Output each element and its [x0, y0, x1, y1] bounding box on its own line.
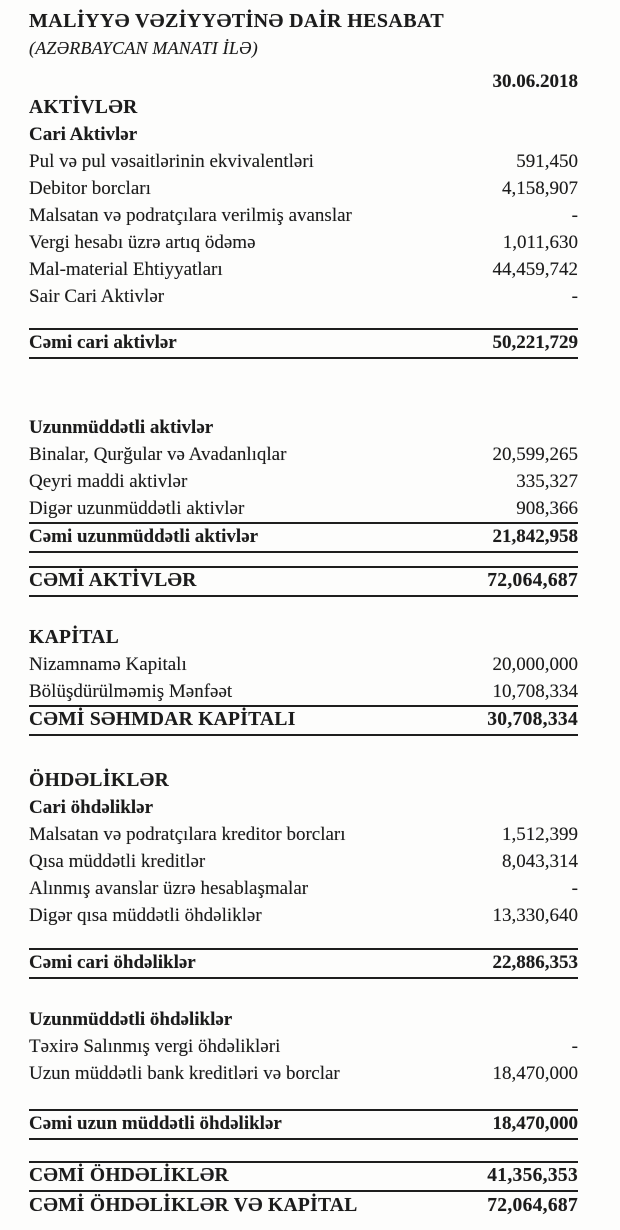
statement-row: [29, 94, 578, 121]
row-label: CƏMİ ÖHDƏLİKLƏR: [29, 1165, 229, 1186]
statement-row: [29, 624, 578, 651]
statement-header: [29, 9, 578, 93]
row-value: 41,356,353: [487, 1165, 578, 1186]
row-value: 18,470,000: [492, 1063, 578, 1084]
row-label: Pul və pul vəsaitlərinin ekvivalentləri: [29, 151, 314, 172]
row-value: 72,064,687: [487, 1195, 578, 1216]
row-label: Cəmi uzun müddətli öhdəliklər: [29, 1113, 282, 1134]
statement-row: [29, 148, 578, 175]
row-label: Malsatan və podratçılara kreditor borcları: [29, 824, 346, 845]
statement-row: [29, 414, 578, 441]
report-title: MALİYYƏ VƏZİYYƏTİNƏ DAİR HESABAT: [29, 10, 445, 32]
row-label: Cari öhdəliklər: [29, 797, 154, 818]
statement-row: [29, 495, 578, 522]
statement-row: [29, 175, 578, 202]
statement-row: [29, 283, 578, 310]
row-value: 8,043,314: [502, 851, 578, 872]
row-label: KAPİTAL: [29, 627, 120, 648]
statement-row: [29, 566, 578, 597]
row-label: Malsatan və podratçılara verilmiş avanslar: [29, 205, 352, 226]
statement-row: [29, 522, 578, 553]
row-label: Uzunmüddətli aktivlər: [29, 417, 214, 438]
row-value: 1,011,630: [502, 232, 578, 253]
row-label: CƏMİ ÖHDƏLİKLƏR VƏ KAPİTAL: [29, 1195, 358, 1216]
row-label: Debitor borcları: [29, 178, 151, 199]
statement-row: [29, 1060, 578, 1087]
row-value: -: [571, 1036, 578, 1057]
row-value: 50,221,729: [492, 332, 578, 353]
row-value: 30,708,334: [487, 709, 578, 730]
row-value: -: [571, 878, 578, 899]
statement-row: [29, 821, 578, 848]
row-label: Digər qısa müddətli öhdəliklər: [29, 905, 262, 926]
statement-table: [29, 94, 578, 1219]
row-label: Qısa müddətli kreditlər: [29, 851, 206, 872]
statement-row: [29, 705, 578, 736]
row-value: 22,886,353: [492, 952, 578, 973]
row-value: 335,327: [516, 471, 578, 492]
row-label: Cəmi cari öhdəliklər: [29, 952, 196, 973]
row-label: CƏMİ SƏHMDAR KAPİTALI: [29, 709, 296, 730]
row-label: CƏMİ AKTİVLƏR: [29, 570, 197, 591]
row-label: Cəmi cari aktivlər: [29, 332, 177, 353]
statement-row: [29, 1033, 578, 1060]
statement-row: [29, 328, 578, 359]
statement-row: [29, 678, 578, 705]
row-value: -: [571, 286, 578, 307]
row-value: -: [571, 205, 578, 226]
row-label: Cəmi uzunmüddətli aktivlər: [29, 526, 259, 547]
row-value: 72,064,687: [487, 570, 578, 591]
row-label: Qeyri maddi aktivlər: [29, 471, 188, 492]
row-label: Uzunmüddətli öhdəliklər: [29, 1009, 233, 1030]
row-value: 591,450: [516, 151, 578, 172]
statement-row: [29, 441, 578, 468]
row-label: ÖHDƏLİKLƏR: [29, 770, 170, 791]
row-label: Binalar, Qurğular və Avadanlıqlar: [29, 444, 287, 465]
statement-row: [29, 468, 578, 495]
row-label: Sair Cari Aktivlər: [29, 286, 165, 307]
row-label: Bölüşdürülməmiş Mənfəət: [29, 681, 233, 702]
statement-row: [29, 948, 578, 979]
statement-row: [29, 1006, 578, 1033]
report-subtitle: (AZƏRBAYCAN MANATI İLƏ): [29, 38, 258, 58]
row-label: Cari Aktivlər: [29, 124, 138, 145]
row-label: Təxirə Salınmış vergi öhdəlikləri: [29, 1036, 281, 1057]
row-value: 18,470,000: [492, 1113, 578, 1134]
row-label: Mal-material Ehtiyyatları: [29, 259, 223, 280]
statement-row: [29, 794, 578, 821]
statement-row: [29, 1109, 578, 1140]
statement-row: [29, 229, 578, 256]
row-value: 44,459,742: [492, 259, 578, 280]
row-label: Digər uzunmüddətli aktivlər: [29, 498, 245, 519]
row-label: Nizamnamə Kapitalı: [29, 654, 187, 675]
row-value: 10,708,334: [492, 681, 578, 702]
row-label: Vergi hesabı üzrə artıq ödəmə: [29, 232, 256, 253]
row-label: Uzun müddətli bank kreditləri və borclar: [29, 1063, 340, 1084]
row-value: 4,158,907: [502, 178, 578, 199]
statement-row: [29, 121, 578, 148]
row-value: 20,599,265: [492, 444, 578, 465]
statement-row: [29, 767, 578, 794]
statement-row: [29, 1161, 578, 1192]
row-value: 908,366: [516, 498, 578, 519]
statement-row: [29, 651, 578, 678]
statement-row: [29, 902, 578, 929]
statement-row: [29, 202, 578, 229]
row-value: 20,000,000: [492, 654, 578, 675]
statement-row: [29, 848, 578, 875]
row-label: Alınmış avanslar üzrə hesablaşmalar: [29, 878, 309, 899]
report-date: 30.06.2018: [492, 71, 578, 92]
statement-row: [29, 1193, 578, 1219]
row-value: 21,842,958: [492, 526, 578, 547]
statement-row: [29, 256, 578, 283]
statement-row: [29, 875, 578, 902]
row-value: 13,330,640: [492, 905, 578, 926]
row-value: 1,512,399: [502, 824, 578, 845]
row-label: AKTİVLƏR: [29, 97, 138, 118]
